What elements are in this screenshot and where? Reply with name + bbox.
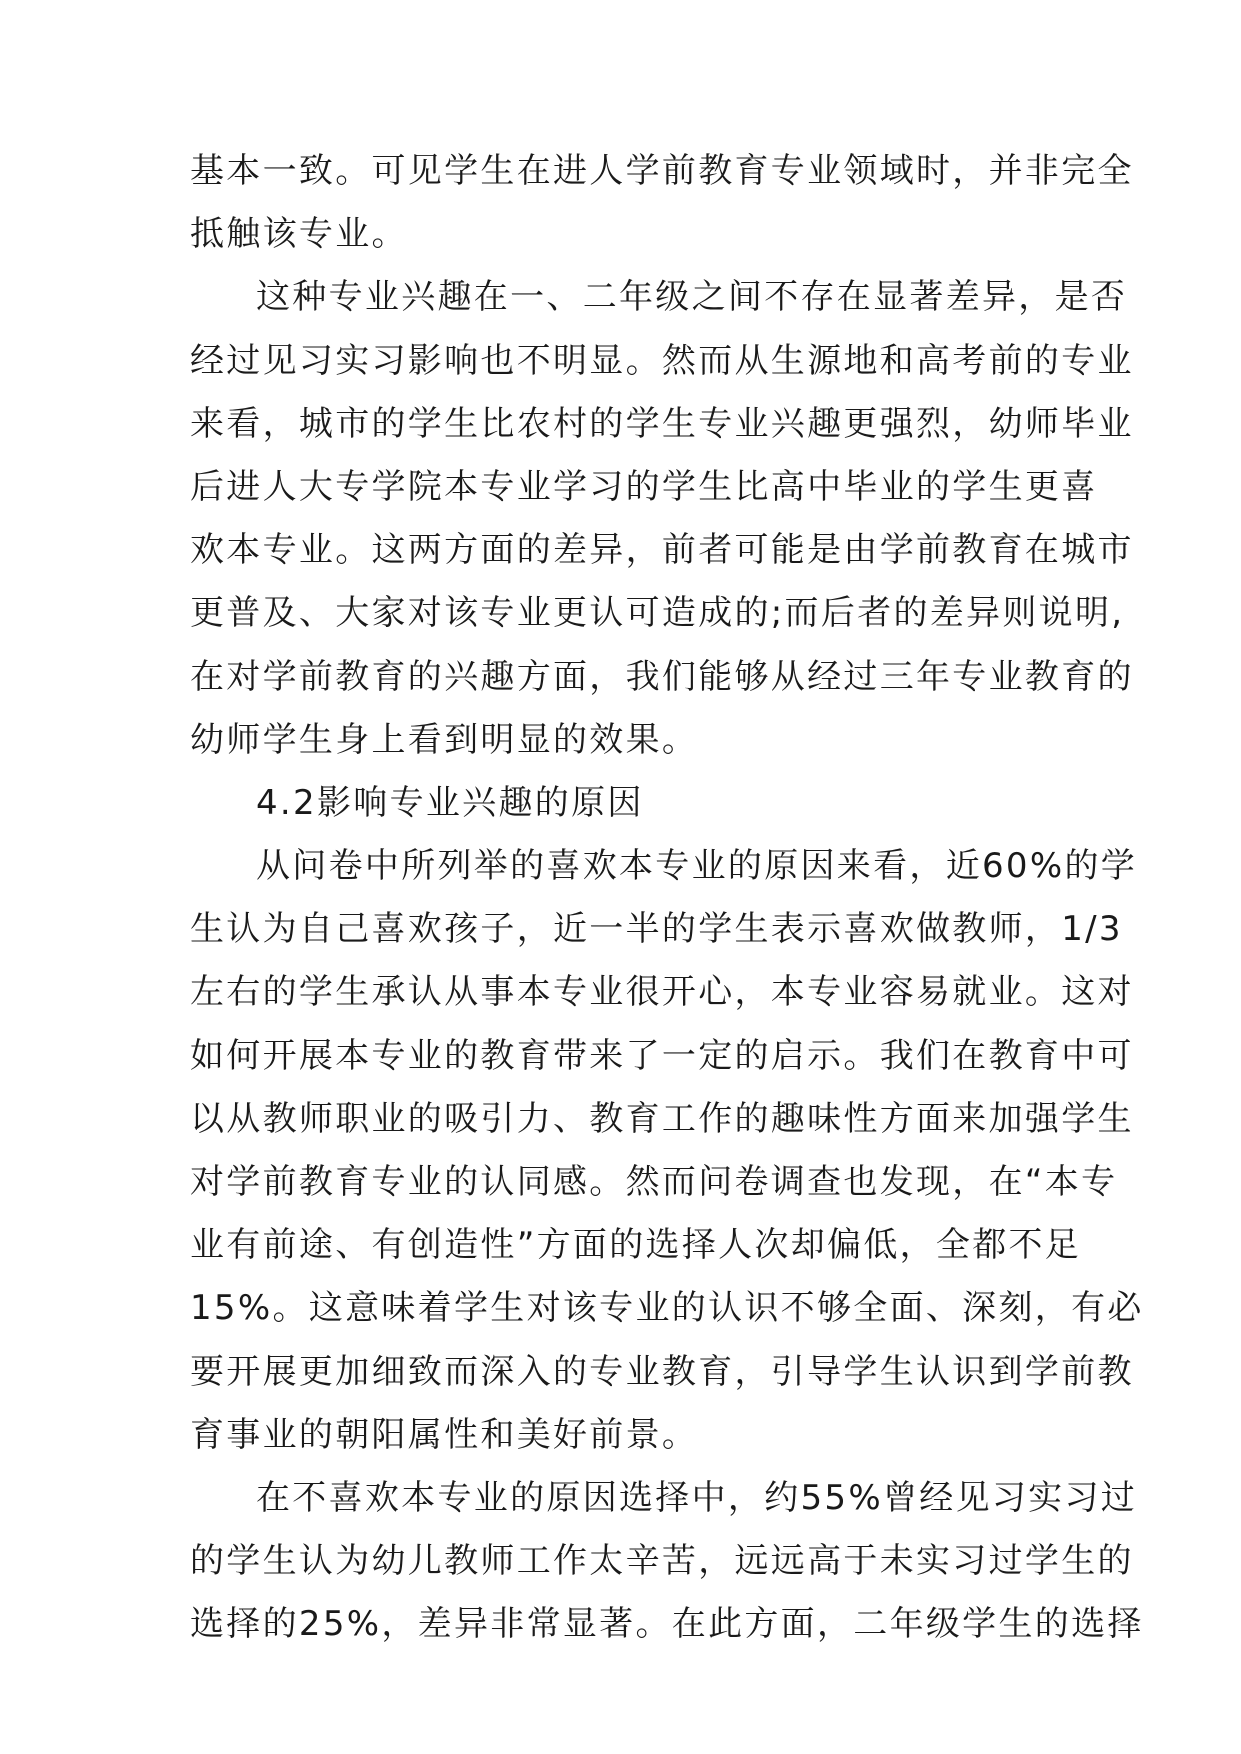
- text-line: 更普及、大家对该专业更认可造成的;而后者的差异则说明,: [190, 593, 1125, 634]
- paragraph-start: 从问卷中所列举的喜欢本专业的原因来看，近60%的学: [256, 846, 1138, 887]
- text-line: 的学生认为幼儿教师工作太辛苦，远远高于未实习过学生的: [190, 1541, 1134, 1582]
- text-line: 来看，城市的学生比农村的学生专业兴趣更强烈，幼师毕业: [190, 403, 1134, 444]
- text-line: 如何开展本专业的教育带来了一定的启示。我们在教育中可: [190, 1035, 1134, 1076]
- text-line: 生认为自己喜欢孩子，近一半的学生表示喜欢做教师，1/3: [190, 909, 1123, 950]
- text-line: 基本一致。可见学生在进人学前教育专业领域时，并非完全: [190, 151, 1134, 191]
- section-heading: 4.2影响专业兴趣的原因: [256, 782, 644, 823]
- text-line: 在对学前教育的兴趣方面，我们能够从经过三年专业教育的: [190, 656, 1134, 697]
- text-line: 育事业的朝阳属性和美好前景。: [190, 1414, 699, 1455]
- text-line: 以从教师职业的吸引力、教育工作的趣味性方面来加强学生: [190, 1098, 1134, 1139]
- text-line: 要开展更加细致而深入的专业教育，引导学生认识到学前教: [190, 1351, 1134, 1392]
- text-line: 选择的25%，差异非常显著。在此方面，二年级学生的选择: [190, 1604, 1144, 1645]
- text-line: 左右的学生承认从事本专业很开心，本专业容易就业。这对: [190, 972, 1134, 1013]
- text-line: 经过见习实习影响也不明显。然而从生源地和高考前的专业: [190, 340, 1134, 381]
- text-line: 业有前途、有创造性”方面的选择人次却偏低，全都不足: [190, 1225, 1082, 1266]
- text-line: 欢本专业。这两方面的差异，前者可能是由学前教育在城市: [190, 530, 1134, 571]
- text-line: 15%。这意味着学生对该专业的认识不够全面、深刻，有必: [190, 1288, 1144, 1329]
- text-line: 后进人大专学院本专业学习的学生比高中毕业的学生更喜: [190, 466, 1098, 507]
- text-line: 抵触该专业。: [190, 214, 408, 255]
- body-text: [190, 140, 1144, 1657]
- paragraph-start: 这种专业兴趣在一、二年级之间不存在显著差异，是否: [256, 277, 1128, 318]
- paragraph-start: 在不喜欢本专业的原因选择中，约55%曾经见习实习过: [256, 1477, 1138, 1518]
- text-line: 对学前教育专业的认同感。然而问卷调查也发现，在“本专: [190, 1162, 1118, 1202]
- text-line: 幼师学生身上看到明显的效果。: [190, 719, 699, 760]
